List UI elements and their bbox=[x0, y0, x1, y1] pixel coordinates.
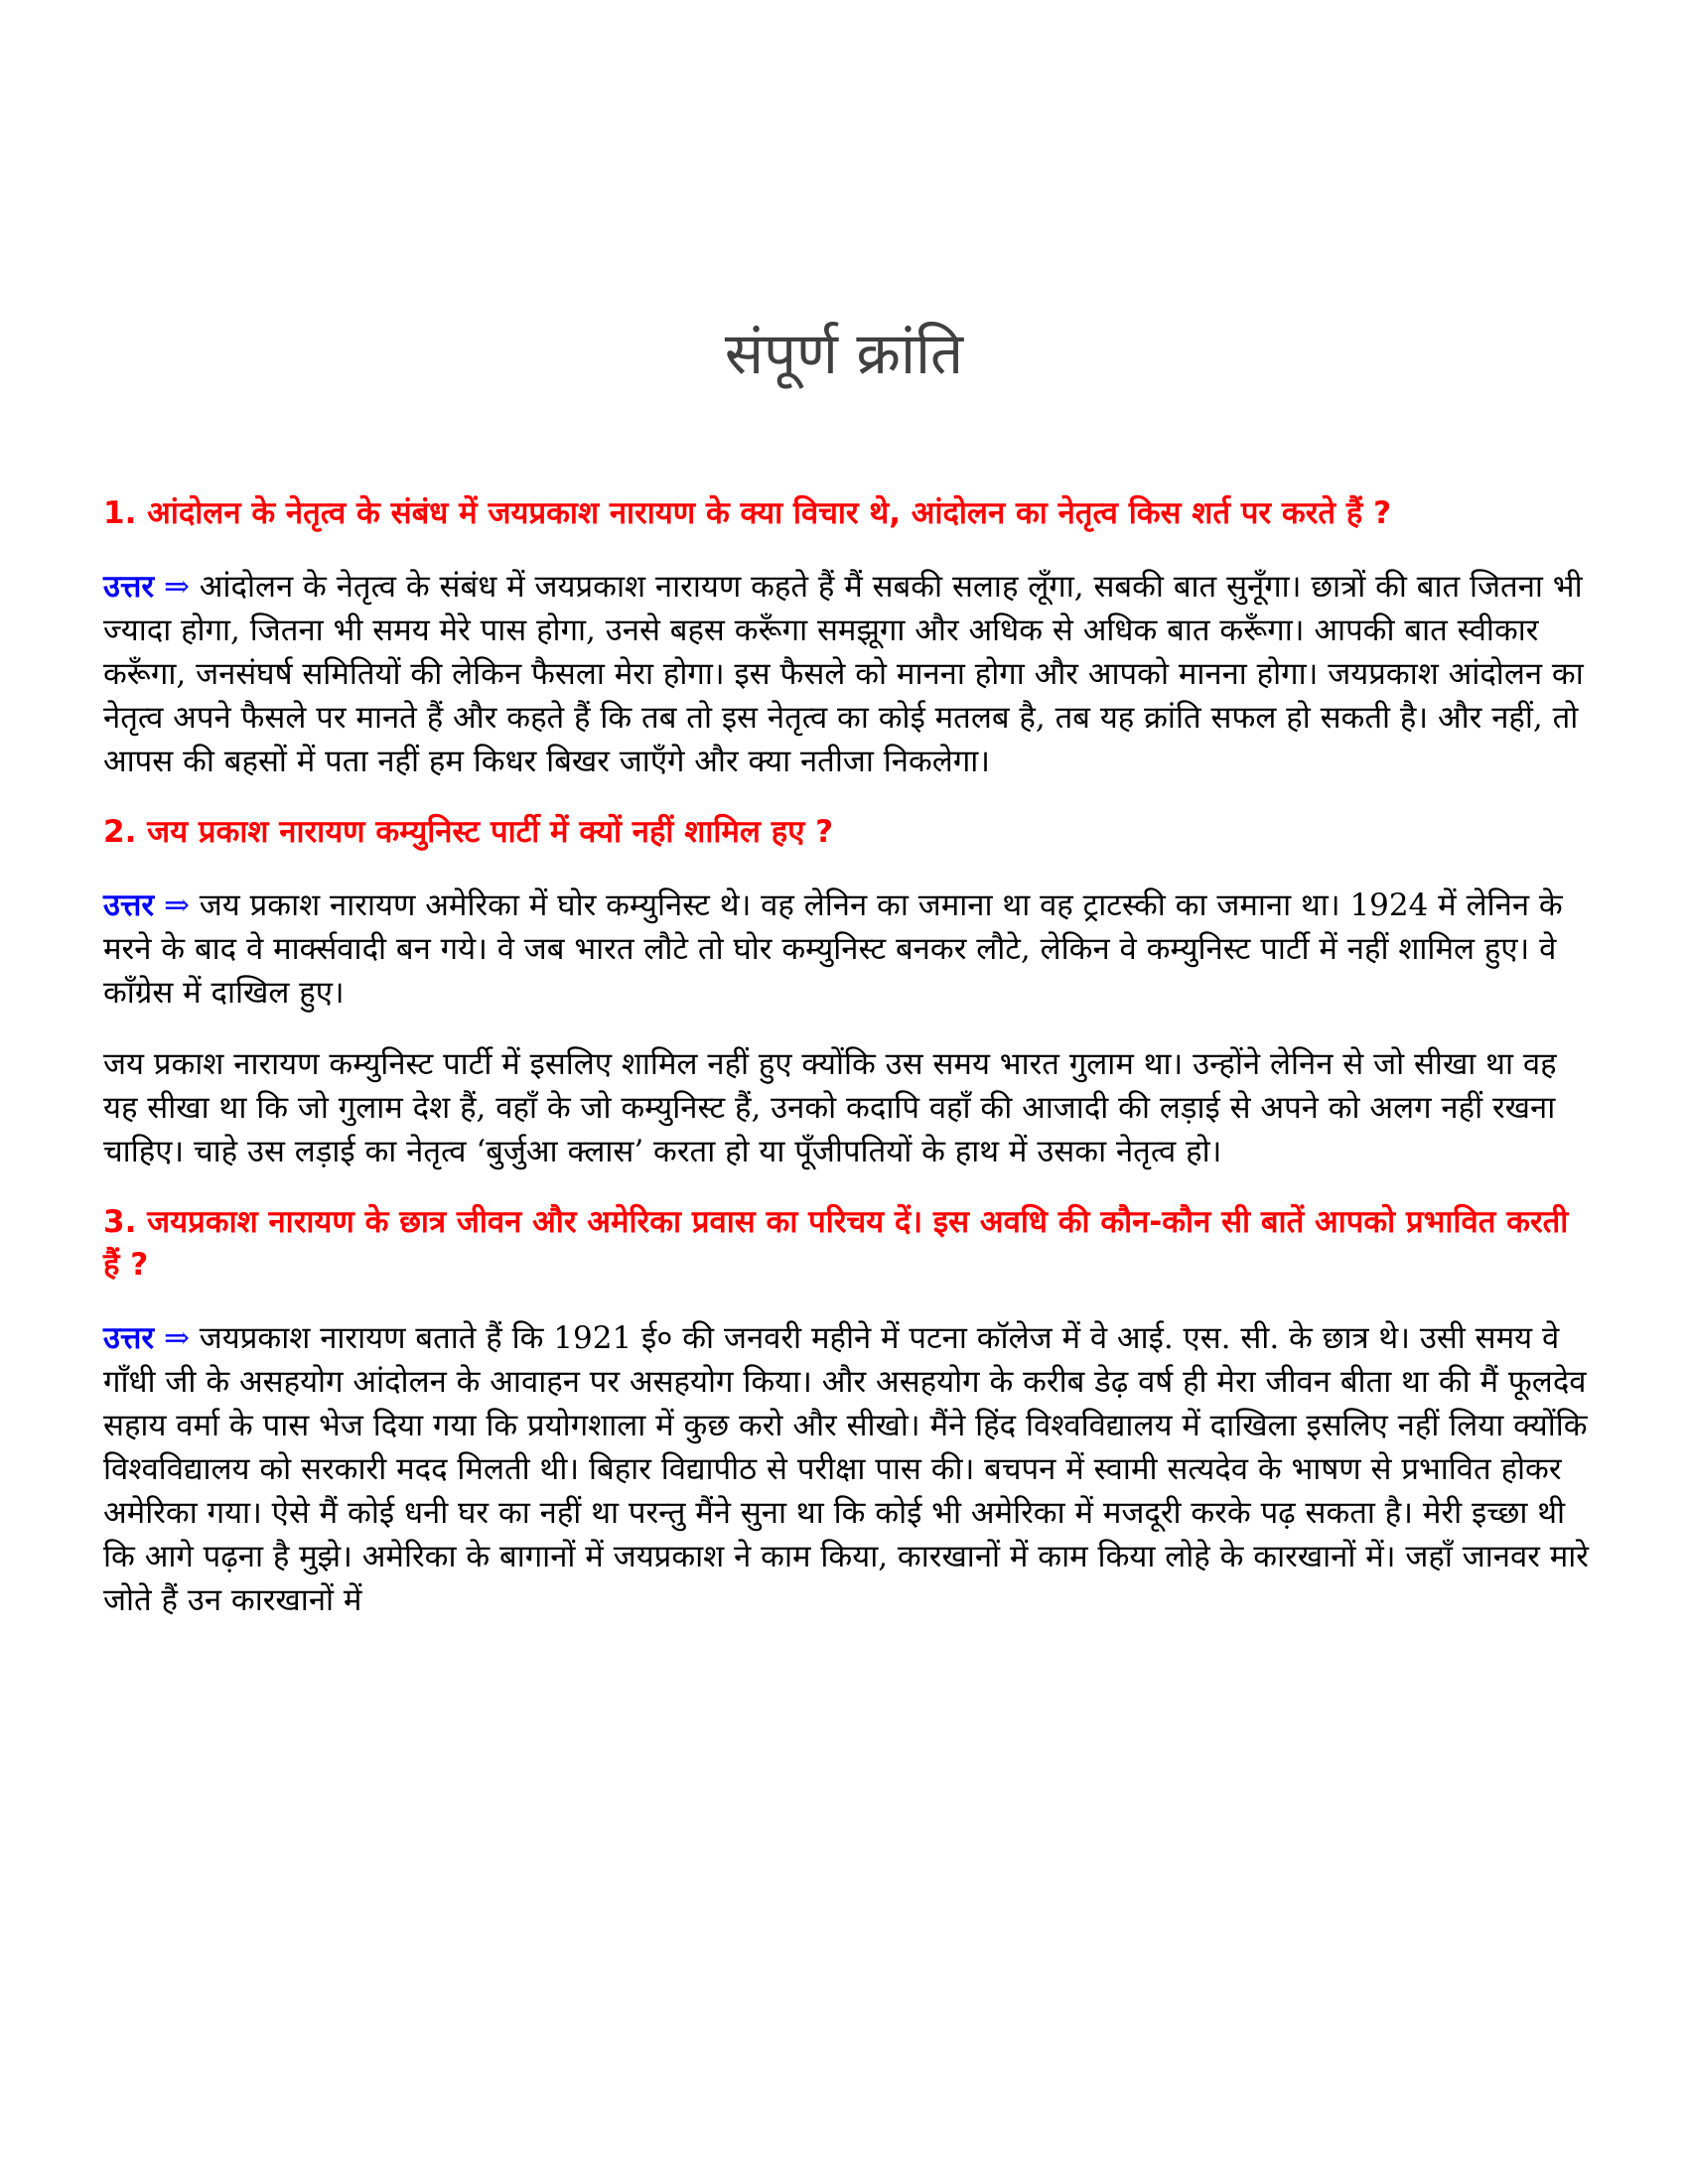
question-3: 3. जयप्रकाश नारायण के छात्र जीवन और अमेरिका प्रवास का परिचय दें। इस अवधि की कौन-कौन सी बातें आपको प्रभावित करती हैं ? bbox=[103, 1204, 1569, 1283]
answer-2-text: जय प्रकाश नारायण अमेरिका में घोर कम्युनिस्ट थे। वह लेनिन का जमाना था वह ट्राटस्की का जमाना था। 1924 में लेनिन के मरने के बाद वे मार्क्सवादी बन गये। वे जब भारत लौटे तो घोर कम्युनिस्ट बनकर लौटे, लेकिन वे कम्युनिस्ट पार्टी में नहीं शामिल हुए। वे काँग्रेस में दाखिल हुए। bbox=[103, 887, 1563, 1011]
arrow-icon: ⇒ bbox=[163, 1320, 190, 1356]
question-1: 1. आंदोलन के नेतृत्व के संबंध में जयप्रकाश नारायण के क्या विचार थे, आंदोलन का नेतृत्व किस शर्त पर करते हैं ? bbox=[103, 495, 1392, 531]
arrow-icon: ⇒ bbox=[163, 569, 190, 605]
answer-3 bbox=[103, 1316, 1593, 1622]
answer-1 bbox=[103, 565, 1593, 783]
answer-label: उत्तर bbox=[103, 569, 155, 605]
answer-label: उत्तर bbox=[103, 1320, 155, 1356]
answer-2 bbox=[103, 884, 1593, 1015]
page-title: संपूर्ण क्रांति bbox=[724, 320, 964, 387]
qa-content bbox=[103, 492, 1593, 1650]
answer-2-paragraph-2: जय प्रकाश नारायण कम्युनिस्ट पार्टी में इसलिए शामिल नहीं हुए क्योंकि उस समय भारत गुलाम था। उन्होंने लेनिन से जो सीखा था वह यह सीखा था कि जो गुलाम देश हैं, वहाँ के जो कम्युनिस्ट हैं, उनको कदापि वहाँ की आजादी की लड़ाई से अपने को अलग नहीं रखना चाहिए। चाहे उस लड़ाई का नेतृत्व ‘बुर्जुआ क्लास’ करता हो या पूँजीपतियों के हाथ में उसका नेतृत्व हो। bbox=[103, 1046, 1557, 1169]
answer-1-text: आंदोलन के नेतृत्व के संबंध में जयप्रकाश नारायण कहते हैं मैं सबकी सलाह लूँगा, सबकी बात सुनूँगा। छात्रों की बात जितना भी ज्यादा होगा, जितना भी समय मेरे पास होगा, उनसे बहस करूँगा समझूगा और अधिक से अधिक बात करूँगा। आपकी बात स्वीकार करूँगा, जनसंघर्ष समितियों की लेकिन फैसला मेरा होगा। इस फैसले को मानना होगा और आपको मानना होगा। जयप्रकाश आंदोलन का नेतृत्व अपने फैसले पर मानते हैं और कहते हैं कि तब तो इस नेतृत्व का कोई मतलब है, तब यह क्रांति सफल हो सकती है। और नहीं, तो आपस की बहसों में पता नहीं हम किधर बिखर जाएँगे और क्या नतीजा निकलेगा। bbox=[103, 569, 1584, 779]
question-2: 2. जय प्रकाश नारायण कम्युनिस्ट पार्टी में क्यों नहीं शामिल हए ? bbox=[103, 814, 834, 850]
arrow-icon: ⇒ bbox=[163, 887, 190, 923]
answer-3-text: जयप्रकाश नारायण बताते हैं कि 1921 ई० की जनवरी महीने में पटना कॉलेज में वे आई. एस. सी. के छात्र थे। उसी समय वे गाँधी जी के असहयोग आंदोलन के आवाहन पर असहयोग किया। और असहयोग के करीब डेढ़ वर्ष ही मेरा जीवन बीता था की मैं फूलदेव सहाय वर्मा के पास भेज दिया गया कि प्रयोगशाला में कुछ करो और सीखो। मैंने हिंद विश्वविद्यालय में दाखिला इसलिए नहीं लिया क्योंकि विश्वविद्यालय को सरकारी मदद मिलती थी। बिहार विद्यापीठ से परीक्षा पास की। बचपन में स्वामी सत्यदेव के भाषण से प्रभावित होकर अमेरिका गया। ऐसे मैं कोई धनी घर का नहीं था परन्तु मैंने सुना था कि कोई भी अमेरिका में मजदूरी करके पढ़ सकता है। मेरी इच्छा थी कि आगे पढ़ना है मुझे। अमेरिका के बागानों में जयप्रकाश ने काम किया, कारखानों में काम किया लोहे के कारखानों में। जहाँ जानवर मारे जोते हैं उन कारखानों में bbox=[103, 1320, 1589, 1618]
answer-label: उत्तर bbox=[103, 887, 155, 923]
